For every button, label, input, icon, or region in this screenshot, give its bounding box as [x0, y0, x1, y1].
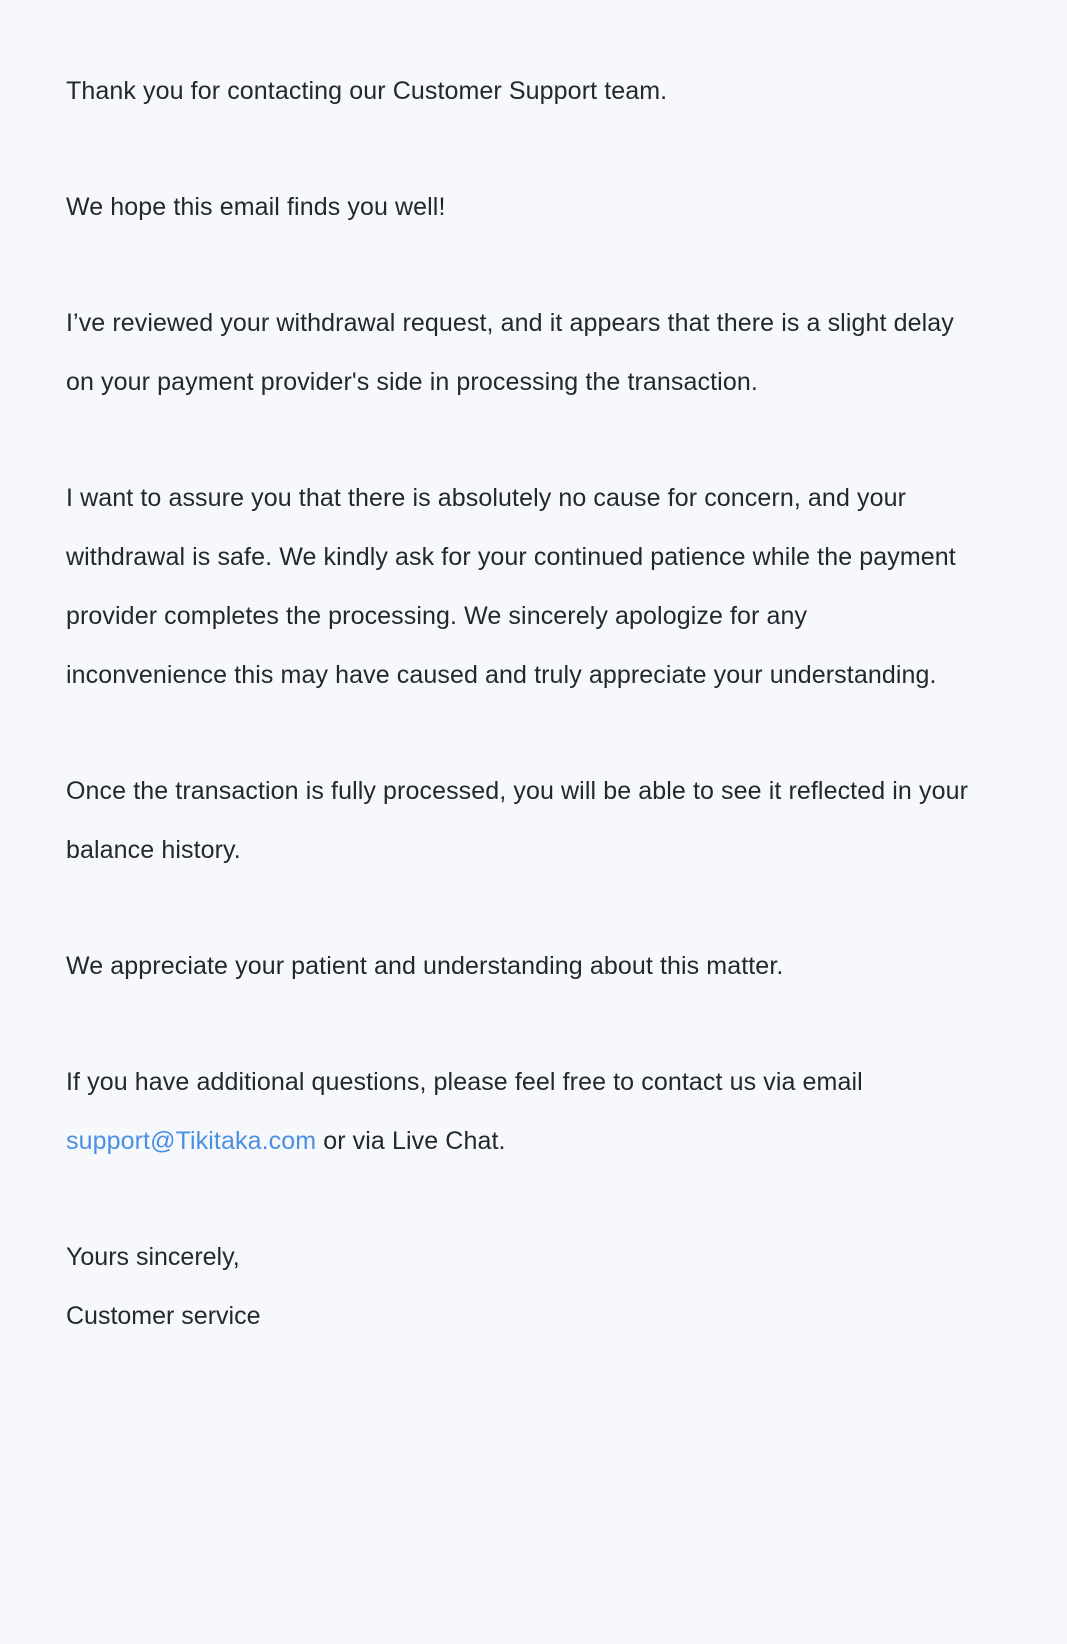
email-paragraph-assurance: I want to assure you that there is absolutely no cause for concern, and your withdrawal is safe. We kindly ask for your continued patience while the payment provider completes the processing. We sincerely apologize for any inconvenience this may have caused and truly appreciate your understanding.: [66, 484, 956, 689]
email-paragraph-review: I’ve reviewed your withdrawal request, and it appears that there is a slight delay on your payment provider's side in processing the transaction.: [66, 309, 954, 396]
contact-text-before-link: If you have additional questions, please feel free to contact us via email: [66, 1068, 863, 1096]
email-paragraph-appreciation: We appreciate your patient and understanding about this matter.: [66, 952, 784, 980]
signature-closing: Yours sincerely,: [66, 1243, 240, 1271]
email-paragraph-contact: [66, 1053, 971, 1171]
signature-sender: Customer service: [66, 1302, 261, 1330]
support-email-link[interactable]: support@Tikitaka.com: [66, 1127, 317, 1155]
email-signature: [66, 1228, 1001, 1346]
contact-text-after-link: or via Live Chat.: [316, 1127, 506, 1155]
email-paragraph-wellwish: We hope this email finds you well!: [66, 193, 446, 221]
email-paragraph-greeting: Thank you for contacting our Customer Support team.: [66, 77, 668, 105]
email-paragraph-balance-history: Once the transaction is fully processed, you will be able to see it reflected in your balance history.: [66, 777, 969, 864]
